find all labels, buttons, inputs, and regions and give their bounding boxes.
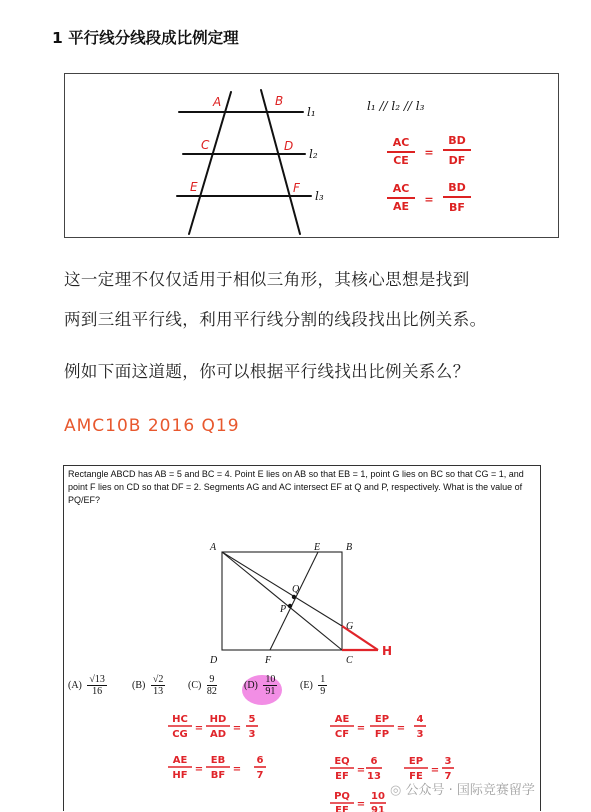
work-ratio-3 <box>330 714 426 740</box>
problem-figure <box>63 465 541 811</box>
svg-text:6: 6 <box>256 755 264 766</box>
svg-text:AC: AC <box>392 136 410 149</box>
label-l2: l₂ <box>309 147 318 161</box>
svg-text:CG: CG <box>172 729 188 740</box>
svg-text:=: = <box>194 723 204 734</box>
svg-text:13: 13 <box>367 771 381 782</box>
label-a: A <box>213 95 222 109</box>
label-g: G <box>346 621 354 632</box>
label-d: D <box>210 655 218 666</box>
svg-text:91: 91 <box>371 805 385 812</box>
svg-text:BD: BD <box>448 134 466 147</box>
segment-ac <box>222 552 342 650</box>
theorem-diagram <box>65 74 560 239</box>
theorem-figure <box>64 73 559 238</box>
paragraph-line-1: 这一定理不仅仅适用于相似三角形，其核心思想是找到 <box>64 270 470 289</box>
svg-text:EF: EF <box>335 771 349 782</box>
choice-a: (A) $\frac{√13}{16}$ <box>68 674 105 697</box>
svg-text:7: 7 <box>256 770 264 781</box>
label-e: E <box>190 180 198 194</box>
svg-text:=: = <box>424 146 434 159</box>
choice-d: (D) $\frac{10}{91}$ <box>244 674 276 697</box>
work-ratio-2 <box>168 755 266 781</box>
point-p <box>288 604 292 608</box>
label-b: B <box>346 542 353 553</box>
svg-text:3: 3 <box>416 729 424 740</box>
svg-text:AD: AD <box>209 729 227 740</box>
svg-text:HF: HF <box>172 770 188 781</box>
label-f: F <box>293 181 300 195</box>
parallel-statement: l₁ // l₂ // l₃ <box>367 99 425 113</box>
svg-text:BF: BF <box>210 770 226 781</box>
svg-text:=: = <box>194 764 204 775</box>
choice-b: (B) $\frac{√2}{13}$ <box>132 674 164 697</box>
svg-text:AC: AC <box>392 182 410 195</box>
svg-text:HD: HD <box>209 714 227 725</box>
svg-text:EF: EF <box>335 805 349 812</box>
segment-ef <box>270 552 318 650</box>
svg-text:7: 7 <box>444 771 452 782</box>
svg-text:=: = <box>430 765 440 776</box>
svg-text:FP: FP <box>374 729 390 740</box>
paragraph-line-2: 两到三组平行线，利用平行线分割的线段找出比例关系。 <box>64 310 487 329</box>
svg-text:HC: HC <box>172 714 188 725</box>
label-c: C <box>201 138 210 152</box>
svg-text:AE: AE <box>334 714 350 725</box>
paragraph-line-3: 例如下面这道题，你可以根据平行线找出比例关系么？ <box>64 362 470 381</box>
svg-text:10: 10 <box>371 791 385 802</box>
work-ratio-5 <box>330 791 386 812</box>
svg-text:AE: AE <box>172 755 188 766</box>
svg-text:5: 5 <box>248 714 256 725</box>
label-d: D <box>284 139 294 153</box>
work-ratio-1 <box>168 714 258 740</box>
label-b: B <box>275 94 284 108</box>
svg-text:EB: EB <box>210 755 226 766</box>
choice-c: (C) $\frac{9}{82}$ <box>188 674 217 697</box>
svg-text:CF: CF <box>334 729 350 740</box>
label-l1: l₁ <box>307 105 316 119</box>
svg-text:=: = <box>232 764 242 775</box>
wechat-icon: ◎ <box>390 783 402 798</box>
ratio-equation-1 <box>387 134 471 167</box>
svg-text:PQ: PQ <box>334 791 350 802</box>
svg-text:=: = <box>424 193 434 206</box>
svg-text:EP: EP <box>374 714 390 725</box>
svg-text:=: = <box>356 765 366 776</box>
label-q: Q <box>292 584 300 595</box>
label-l3: l₃ <box>315 189 324 203</box>
svg-text:3: 3 <box>444 756 452 767</box>
watermark: ◎ 公众号 · 国际竞赛留学 <box>390 783 535 798</box>
svg-text:3: 3 <box>248 729 256 740</box>
section-heading: 1 平行线分线段成比例定理 <box>52 29 239 47</box>
svg-text:FE: FE <box>409 771 423 782</box>
svg-text:=: = <box>396 723 406 734</box>
svg-text:6: 6 <box>370 756 378 767</box>
label-h: H <box>382 644 393 658</box>
svg-text:=: = <box>232 723 242 734</box>
svg-text:EP: EP <box>408 756 424 767</box>
label-f: F <box>265 655 272 666</box>
choice-e: (E) $\frac{1}{9}$ <box>300 674 326 697</box>
svg-text:=: = <box>356 799 366 810</box>
label-e: E <box>314 542 321 553</box>
transversal-left <box>189 92 231 234</box>
problem-statement: Rectangle ABCD has AB = 5 and BC = 4. Point E lies on AB so that EB = 1, point G lies on BC so that CG = 1, and point F lies on CD so that DF = 2. Segments AG and AC intersect EF at Q and P, respectively. What is the value of PQ/EF? <box>68 469 524 505</box>
point-q <box>292 595 296 599</box>
svg-text:4: 4 <box>416 714 424 725</box>
svg-text:=: = <box>356 723 366 734</box>
label-c: C <box>346 655 353 666</box>
svg-text:CE: CE <box>393 154 409 167</box>
svg-text:AE: AE <box>392 200 410 213</box>
label-p: P <box>280 604 287 615</box>
svg-text:EQ: EQ <box>334 756 350 767</box>
svg-text:BD: BD <box>448 181 466 194</box>
problem-diagram <box>64 466 540 812</box>
label-a: A <box>210 542 217 553</box>
svg-text:BF: BF <box>449 201 465 214</box>
ratio-equation-2 <box>387 181 471 214</box>
svg-text:DF: DF <box>448 154 466 167</box>
problem-source: AMC10B 2016 Q19 <box>64 416 240 436</box>
